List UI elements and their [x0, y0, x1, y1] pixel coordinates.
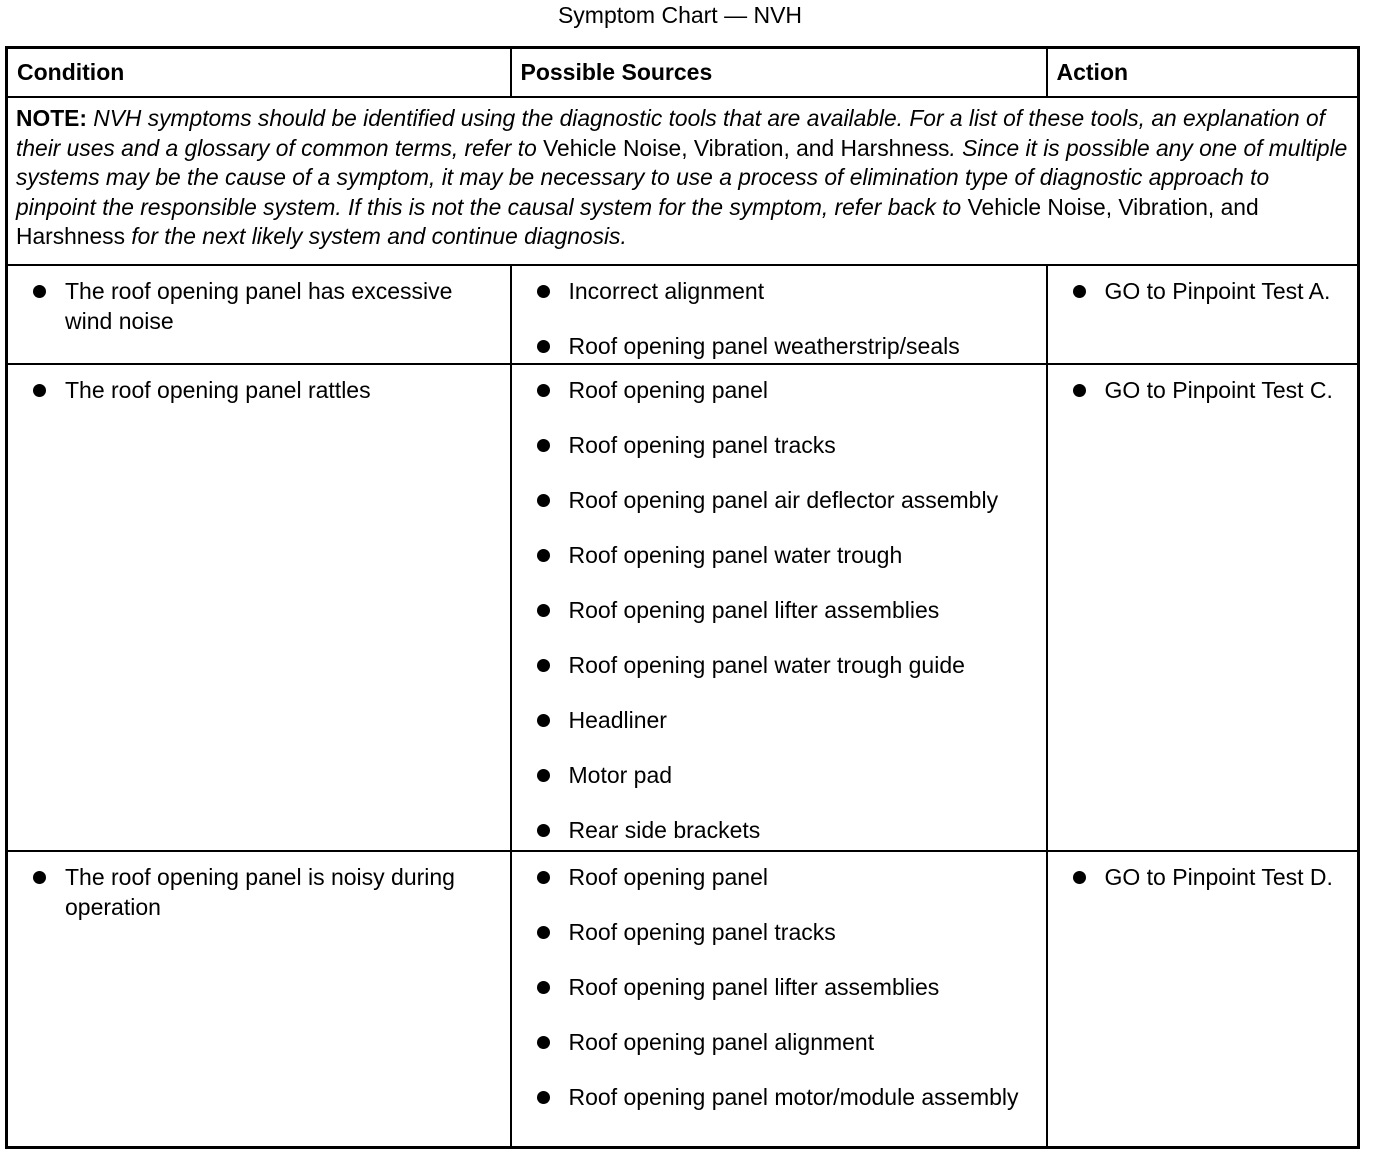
source-item	[512, 815, 1036, 845]
condition-cell	[7, 364, 511, 851]
bullet-icon	[1073, 384, 1086, 397]
source-text: Roof opening panel air deflector assembly	[568, 486, 999, 513]
sources-cell	[511, 851, 1047, 1148]
source-item	[512, 862, 1036, 892]
bullet-icon	[1073, 871, 1086, 884]
note-cell	[7, 97, 1359, 265]
action-link[interactable]: GO to Pinpoint Test D.	[1104, 863, 1333, 890]
action-cell	[1047, 851, 1359, 1148]
source-text: Roof opening panel weatherstrip/seals	[568, 332, 960, 359]
note-label: NOTE:	[16, 105, 87, 131]
source-item	[512, 595, 1036, 625]
bullet-icon	[537, 981, 550, 994]
bullet-icon	[537, 604, 550, 617]
bullet-icon	[537, 769, 550, 782]
condition-cell	[7, 851, 511, 1148]
sources-cell	[511, 364, 1047, 851]
action-item	[1048, 375, 1348, 405]
bullet-icon	[537, 439, 550, 452]
source-item	[512, 276, 1036, 306]
source-item	[512, 650, 1036, 680]
source-item	[512, 485, 1036, 515]
bullet-icon	[1073, 285, 1086, 298]
source-text: Rear side brackets	[568, 816, 761, 843]
condition-item	[8, 375, 500, 405]
source-text: Roof opening panel lifter assemblies	[568, 596, 940, 623]
bullet-icon	[537, 1091, 550, 1104]
action-link[interactable]: GO to Pinpoint Test C.	[1104, 376, 1333, 403]
source-text: Roof opening panel water trough	[568, 541, 903, 568]
bullet-icon	[33, 384, 46, 397]
chart-title: Symptom Chart — NVH	[557, 2, 803, 28]
condition-text: The roof opening panel rattles	[65, 376, 371, 403]
condition-cell	[7, 265, 511, 364]
source-text: Roof opening panel tracks	[568, 918, 836, 945]
header-row	[7, 48, 1359, 98]
sources-cell	[511, 265, 1047, 364]
source-item	[512, 917, 1036, 947]
header-possible-sources: Possible Sources	[511, 48, 1047, 98]
bullet-icon	[537, 714, 550, 727]
source-text: Motor pad	[568, 761, 673, 788]
bullet-icon	[537, 1036, 550, 1049]
note-row	[7, 97, 1359, 265]
bullet-icon	[33, 285, 46, 298]
bullet-icon	[537, 384, 550, 397]
source-text: Roof opening panel	[568, 863, 768, 890]
bullet-icon	[537, 871, 550, 884]
table-row	[7, 851, 1359, 1148]
bullet-icon	[537, 824, 550, 837]
bullet-icon	[537, 549, 550, 562]
source-text: Roof opening panel	[568, 376, 768, 403]
source-item	[512, 540, 1036, 570]
note-text-3: for the next likely system and continue diagnosis.	[131, 223, 627, 250]
note-reference-link-2[interactable]: Vehicle Noise, Vibration, and Harshness	[16, 193, 1259, 250]
condition-item	[8, 862, 500, 922]
source-item	[512, 1082, 1036, 1112]
source-item	[512, 1027, 1036, 1057]
source-text: Roof opening panel alignment	[568, 1028, 875, 1055]
action-link[interactable]: GO to Pinpoint Test A.	[1104, 277, 1331, 304]
source-item	[512, 430, 1036, 460]
source-text: Headliner	[568, 706, 667, 733]
source-item	[512, 705, 1036, 735]
table-row	[7, 364, 1359, 851]
source-item	[512, 760, 1036, 790]
note-text-2: . Since it is possible any one of multiple systems may be the cause of a symptom, it may be necessary to use a process of elimination type of diagnostic approach to pinpoint the responsible system. If this is not the causal system for the symptom, refer back to	[16, 134, 1348, 220]
action-item	[1048, 862, 1348, 892]
source-item	[512, 331, 1036, 361]
source-text: Roof opening panel water trough guide	[568, 651, 965, 678]
bullet-icon	[33, 871, 46, 884]
bullet-icon	[537, 926, 550, 939]
source-text: Incorrect alignment	[568, 277, 765, 304]
symptom-table	[5, 46, 1360, 1149]
action-item	[1048, 276, 1348, 306]
source-text: Roof opening panel tracks	[568, 431, 836, 458]
action-cell	[1047, 364, 1359, 851]
table-row	[7, 265, 1359, 364]
header-action: Action	[1047, 48, 1359, 98]
bullet-icon	[537, 659, 550, 672]
condition-item	[8, 276, 500, 336]
bullet-icon	[537, 285, 550, 298]
bullet-icon	[537, 340, 550, 353]
source-item	[512, 972, 1036, 1002]
source-item	[512, 375, 1036, 405]
note-text-1: NVH symptoms should be identified using the diagnostic tools that are available. For a list of these tools, an explanation of their uses and a glossary of common terms, refer to	[16, 105, 1325, 161]
note-reference-link-1[interactable]: Vehicle Noise, Vibration, and Harshness	[543, 134, 950, 161]
action-cell	[1047, 265, 1359, 364]
source-text: Roof opening panel lifter assemblies	[568, 973, 940, 1000]
condition-text: The roof opening panel has excessive wind noise	[65, 277, 453, 334]
source-text: Roof opening panel motor/module assembly	[568, 1083, 1019, 1110]
condition-text: The roof opening panel is noisy during operation	[65, 863, 455, 920]
header-condition: Condition	[7, 48, 511, 98]
bullet-icon	[537, 494, 550, 507]
